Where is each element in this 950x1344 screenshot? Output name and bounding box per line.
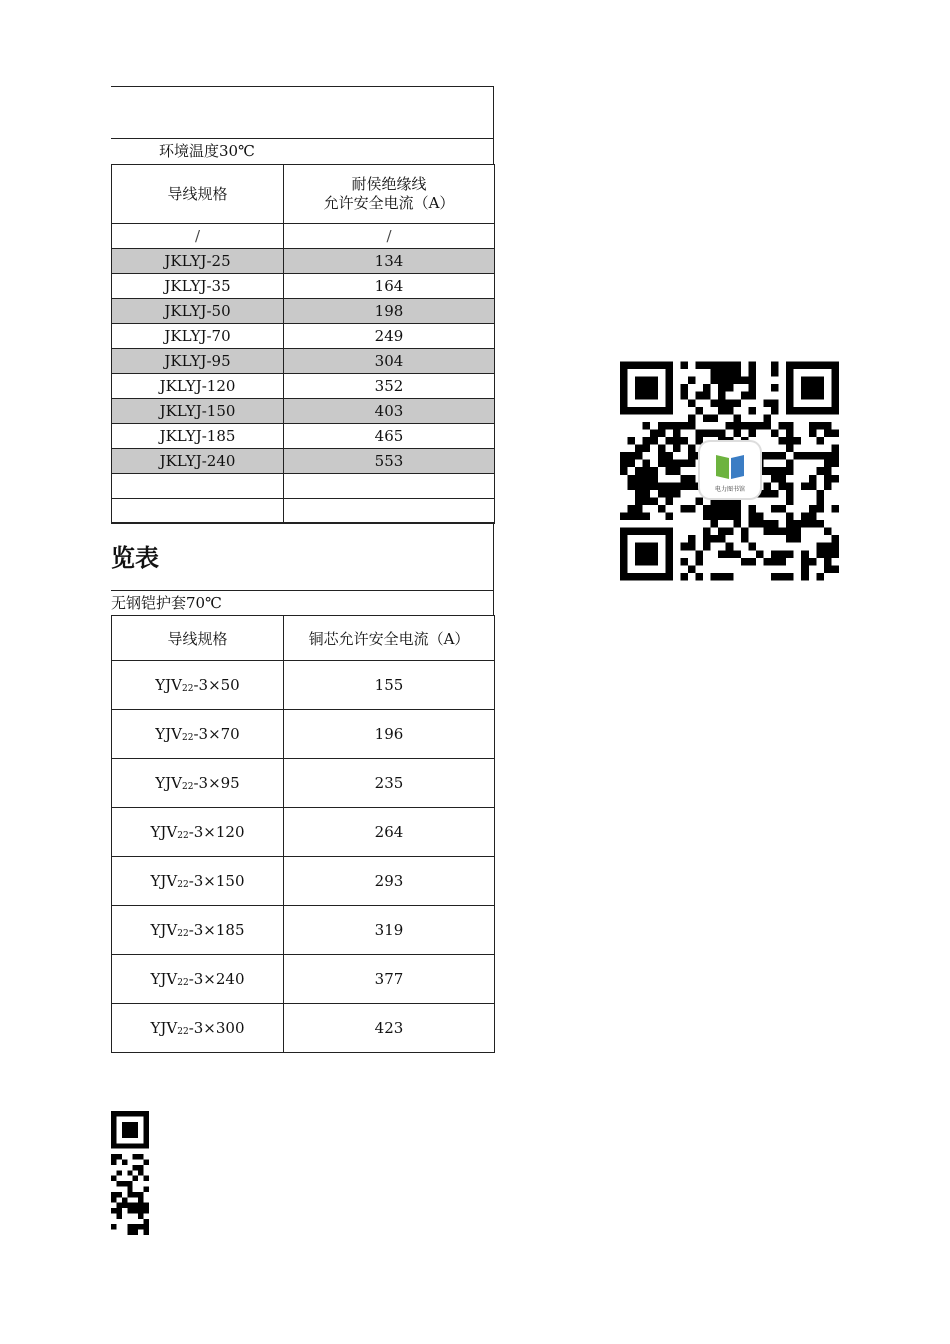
current-cell: 164 — [284, 274, 495, 299]
empty-row — [112, 499, 495, 524]
spec-cell — [112, 759, 284, 808]
spec-cell — [112, 1004, 284, 1053]
current-cell: 235 — [284, 759, 495, 808]
table-row — [112, 424, 495, 449]
table-row — [112, 808, 495, 857]
current-cell: 134 — [284, 249, 495, 274]
spec-prefix: YJV — [155, 725, 182, 743]
ambient-temperature-caption: 环境温度30℃ — [111, 139, 494, 164]
spec-cell — [112, 857, 284, 906]
spec-subscript: 22 — [182, 684, 194, 694]
spec-cell: JKLYJ-185 — [112, 424, 284, 449]
current-cell: 196 — [284, 710, 495, 759]
header-spec: 导线规格 — [112, 165, 284, 224]
spec-cell: JKLYJ-240 — [112, 449, 284, 474]
current-cell: 198 — [284, 299, 495, 324]
spec-suffix: -3×70 — [193, 725, 240, 743]
spec-suffix: -3×185 — [188, 921, 245, 939]
unit-spec: / — [112, 224, 284, 249]
table-row — [112, 955, 495, 1004]
current-cell: 377 — [284, 955, 495, 1004]
open-book-icon — [714, 451, 746, 481]
spec-prefix: YJV — [155, 774, 182, 792]
header-current-line2: 允许安全电流（A） — [323, 194, 455, 212]
spec-subscript: 22 — [177, 880, 189, 890]
spec-cell: JKLYJ-50 — [112, 299, 284, 324]
spec-prefix: YJV — [155, 676, 182, 694]
spec-cell: JKLYJ-70 — [112, 324, 284, 349]
spec-cell — [112, 710, 284, 759]
spec-cell: JKLYJ-25 — [112, 249, 284, 274]
table-row — [112, 249, 495, 274]
empty-row — [112, 474, 495, 499]
table-row — [112, 661, 495, 710]
table-row — [112, 299, 495, 324]
current-cell: 249 — [284, 324, 495, 349]
header-current: 铜芯允许安全电流（A） — [284, 616, 495, 661]
qr-badge-label: 电力图书馆 — [714, 486, 745, 493]
header-current-line1: 耐侯绝缘线 — [351, 175, 427, 193]
qr-logo-badge — [700, 442, 760, 498]
spec-prefix: YJV — [150, 872, 178, 890]
current-cell: 465 — [284, 424, 495, 449]
section2-title-frame — [111, 522, 494, 590]
spec-suffix: -3×240 — [188, 970, 245, 988]
section2-heading: 览表 — [111, 543, 159, 572]
empty-cell — [112, 499, 284, 524]
table-row — [112, 710, 495, 759]
unit-row — [112, 224, 495, 249]
unit-current: / — [284, 224, 495, 249]
table-row — [112, 1004, 495, 1053]
table-row — [112, 324, 495, 349]
table-row — [112, 906, 495, 955]
spec-subscript: 22 — [177, 929, 189, 939]
header-current — [284, 165, 495, 224]
power-cable-ampacity-table — [111, 615, 495, 1053]
overhead-cable-ampacity-table — [111, 164, 495, 524]
spec-cell — [112, 808, 284, 857]
current-cell: 293 — [284, 857, 495, 906]
empty-cell — [284, 499, 495, 524]
spec-suffix: -3×120 — [188, 823, 245, 841]
spec-cell — [112, 955, 284, 1004]
spec-prefix: YJV — [150, 921, 178, 939]
current-cell: 553 — [284, 449, 495, 474]
header-spec: 导线规格 — [112, 616, 284, 661]
qr-code-fragment-icon — [111, 1111, 149, 1235]
table-row — [112, 399, 495, 424]
current-cell: 264 — [284, 808, 495, 857]
spec-subscript: 22 — [177, 1027, 189, 1037]
spec-subscript: 22 — [177, 831, 189, 841]
spec-cell — [112, 661, 284, 710]
spec-suffix: -3×95 — [193, 774, 240, 792]
table-row — [112, 857, 495, 906]
current-cell: 304 — [284, 349, 495, 374]
table-header-row — [112, 165, 495, 224]
armor-condition-caption: 无钢铠护套70℃ — [111, 590, 494, 615]
spec-cell: JKLYJ-95 — [112, 349, 284, 374]
table-row — [112, 274, 495, 299]
spec-subscript: 22 — [182, 733, 194, 743]
table-row — [112, 759, 495, 808]
spec-cell: JKLYJ-35 — [112, 274, 284, 299]
spec-cell: JKLYJ-120 — [112, 374, 284, 399]
current-cell: 155 — [284, 661, 495, 710]
spec-subscript: 22 — [177, 978, 189, 988]
spec-suffix: -3×50 — [193, 676, 240, 694]
spec-subscript: 22 — [182, 782, 194, 792]
empty-cell — [112, 474, 284, 499]
table-row — [112, 449, 495, 474]
spec-suffix: -3×150 — [188, 872, 245, 890]
spec-prefix: YJV — [150, 1019, 178, 1037]
table1-title-frame — [111, 86, 494, 139]
table-row — [112, 374, 495, 399]
spec-suffix: -3×300 — [188, 1019, 245, 1037]
current-cell: 319 — [284, 906, 495, 955]
spec-cell — [112, 906, 284, 955]
spec-prefix: YJV — [150, 823, 178, 841]
spec-cell: JKLYJ-150 — [112, 399, 284, 424]
current-cell: 352 — [284, 374, 495, 399]
table-row — [112, 349, 495, 374]
current-cell: 423 — [284, 1004, 495, 1053]
current-cell: 403 — [284, 399, 495, 424]
empty-cell — [284, 474, 495, 499]
table-header-row — [112, 616, 495, 661]
spec-prefix: YJV — [150, 970, 178, 988]
